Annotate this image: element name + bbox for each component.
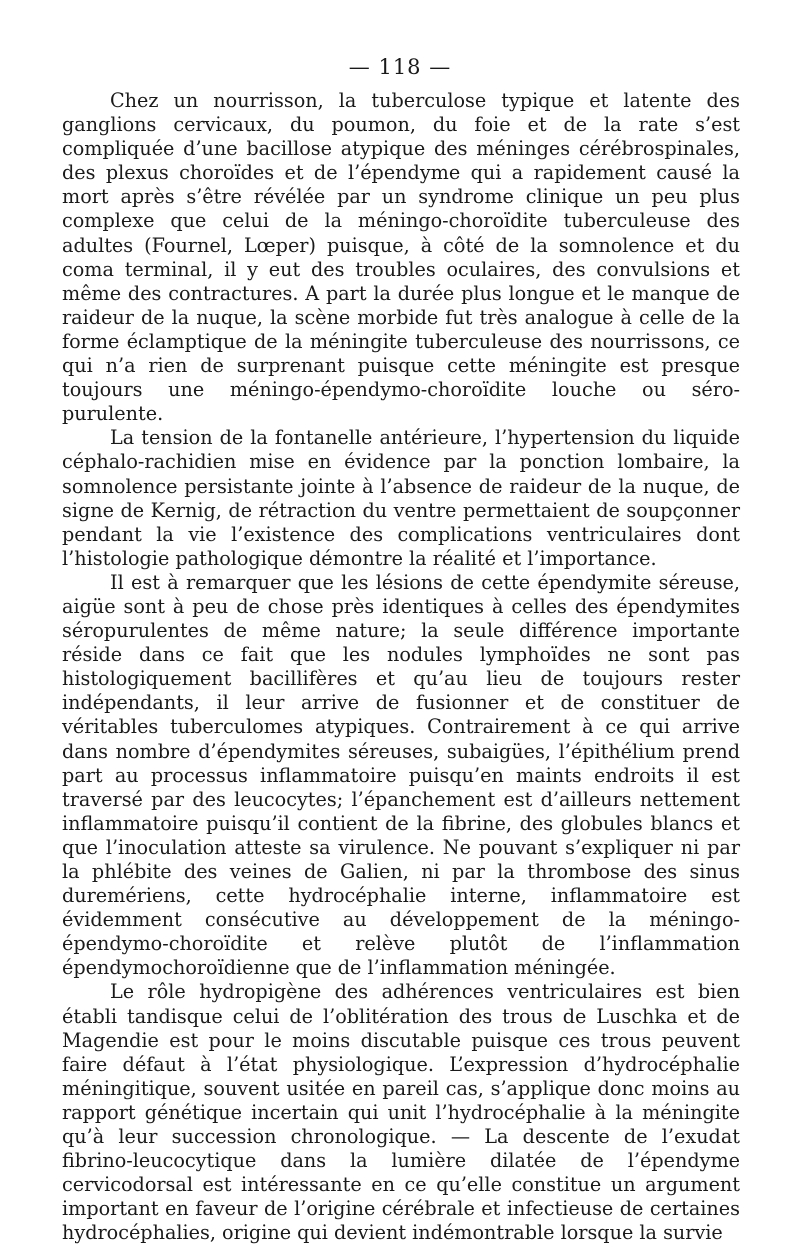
paragraph-1: Chez un nourrisson, la tuberculose typique et latente des ganglions cervicaux, du poumon, du foie et de la rate s’est compliquée d’une bacillose atypique des méninges cérébrospinales, des plexus choroïdes et de l’épendyme qui a rapidement causé la mort après s’être révélée par un syndrome clinique un peu plus complexe que celui de la méningo-choroïdite tuberculeuse des adultes (Fournel, Lœper) puisque, à côté de la somnolence et du coma terminal, il y eut des troubles oculaires, des convulsions et même des contractures. A part la durée plus longue et le manque de raideur de la nuque, la scène morbide fut très analogue à celle de la forme éclamptique de la méningite tuberculeuse des nourrissons, ce qui n’a rien de surprenant puisque cette méningite est presque toujours une méningo-épendymo-choroïdite louche ou séro-purulente.: [62, 89, 740, 426]
body-text: [62, 89, 740, 1246]
page-number: — 118 —: [348, 55, 452, 79]
paragraph-4: Le rôle hydropigène des adhérences ventriculaires est bien établi tandisque celui de l’oblitération des trous de Luschka et de Magendie est pour le moins discutable puisque ces trous peuvent faire défaut à l’état physiologique. L’expression d’hydrocéphalie méningitique, souvent usitée en pareil cas, s’applique donc moins au rapport génétique incertain qui unit l’hydrocéphalie à la méningite qu’à leur succession chronologique. — La descente de l’exudat fibrino-leucocytique dans la lumière dilatée de l’épendyme cervicodorsal est intéressante en ce qu’elle constitue un argument important en faveur de l’origine cérébrale et infectieuse de certaines hydrocéphalies, origine qui devient indémontrable lorsque la survie: [62, 980, 740, 1245]
paragraph-2: La tension de la fontanelle antérieure, l’hypertension du liquide céphalo-rachidien mise en évidence par la ponction lombaire, la somnolence persistante jointe à l’absence de raideur de la nuque, de signe de Kernig, de rétraction du ventre permettaient de soupçonner pendant la vie l’existence des complications ventriculaires dont l’histologie pathologique démontre la réalité et l’importance.: [62, 426, 740, 570]
paragraph-3: Il est à remarquer que les lésions de cette épendymite séreuse, aigüe sont à peu de chose près identiques à celles des épendymites séropurulentes de même nature; la seule différence importante réside dans ce fait que les nodules lymphoïdes ne sont pas histologiquement bacillifères et qu’au lieu de toujours rester indépendants, il leur arrive de fusionner et de constituer de véritables tuberculomes atypiques. Contrairement à ce qui arrive dans nombre d’épendymites séreuses, subaigües, l’épithélium prend part au processus inflammatoire puisqu’en maints endroits il est traversé par des leucocytes; l’épanchement est d’ailleurs nettement inflammatoire puisqu’il contient de la fibrine, des globules blancs et que l’inoculation atteste sa virulence. Ne pouvant s’expliquer ni par la phlébite des veines de Galien, ni par la thrombose des sinus duremériens, cette hydrocéphalie interne, inflammatoire est évidemment consécutive au développement de la méningo-épendymo-choroïdite et relève plutôt de l’inflammation épendymochoroïdienne que de l’inflammation méningée.: [62, 570, 740, 980]
